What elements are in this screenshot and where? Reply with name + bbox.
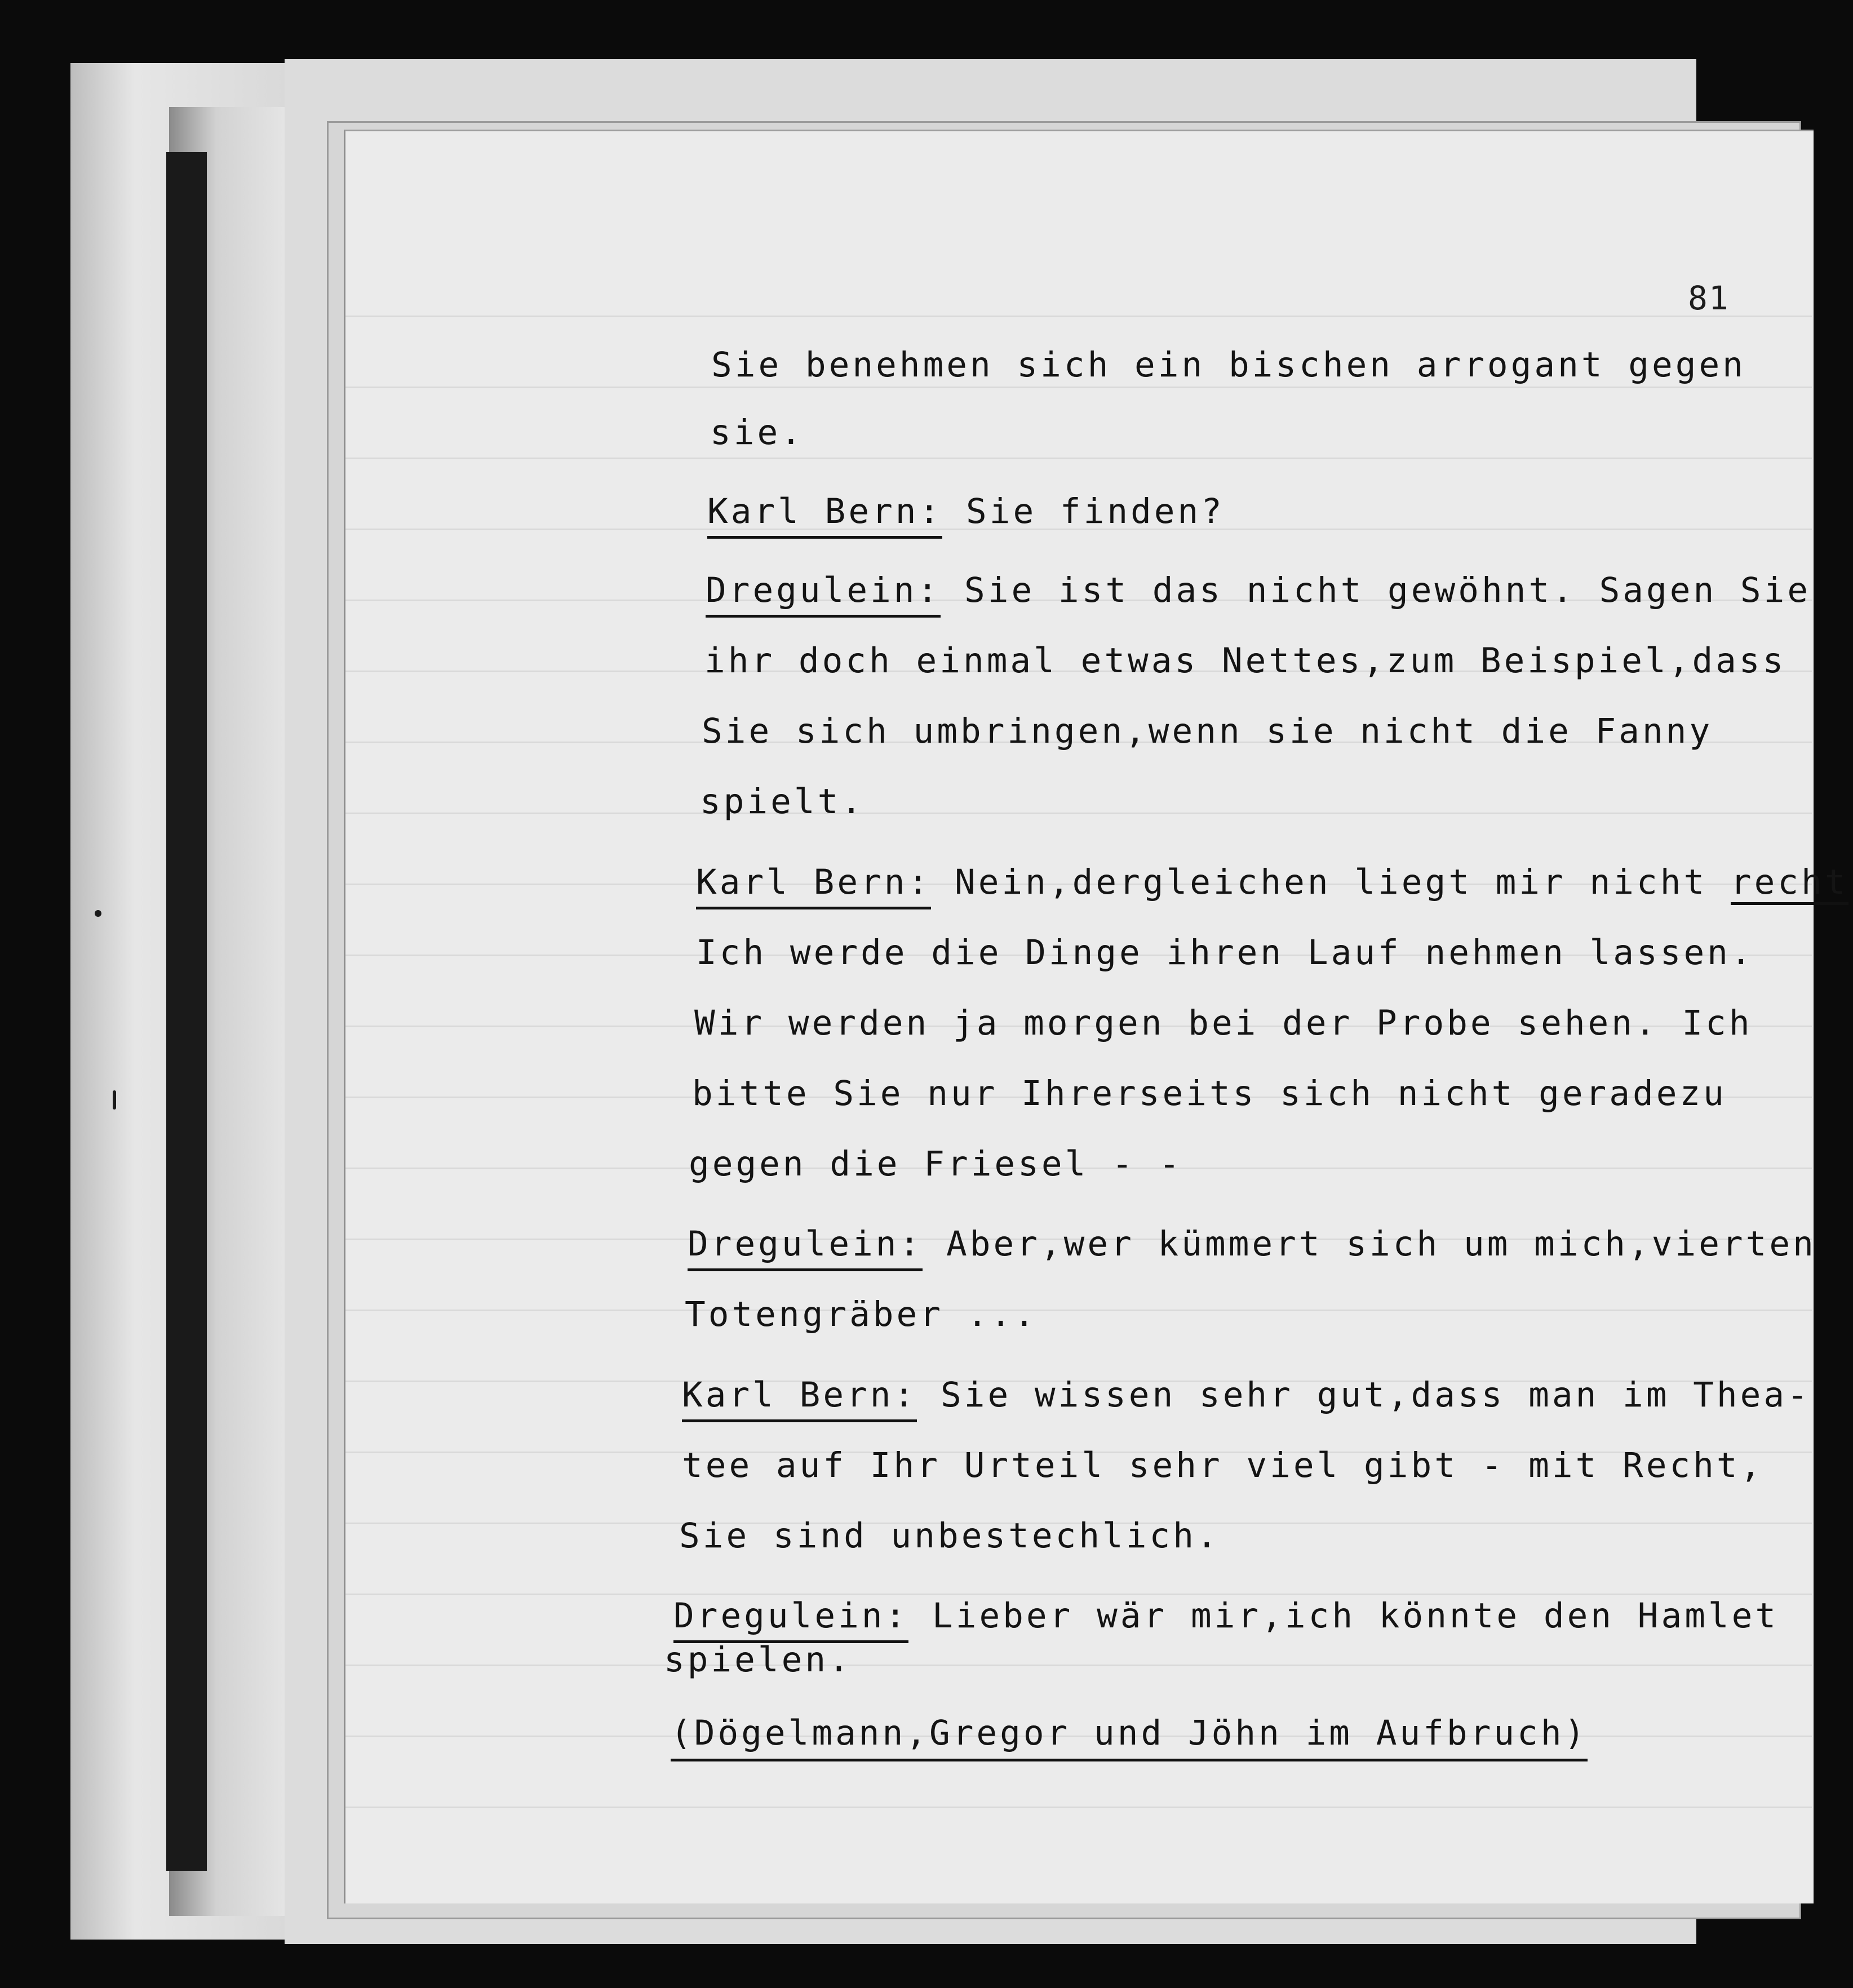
speaker-name: Dregulein: <box>688 1224 923 1271</box>
script-line <box>688 1224 1816 1271</box>
line-text: ihr doch einmal etwas Nettes,zum Beispiel,dass <box>704 641 1786 681</box>
line-text: Sie finden? <box>942 491 1225 531</box>
script-line <box>696 933 1754 973</box>
line-text: Sie wissen sehr gut,dass man im Thea- <box>917 1375 1811 1415</box>
line-text: Aber,wer kümmert sich um mich,vierten <box>923 1224 1816 1264</box>
line-text: Totengräber ... <box>685 1294 1038 1334</box>
speaker-name: Dregulein: <box>706 570 941 618</box>
script-line <box>694 1003 1753 1043</box>
script-line <box>700 782 865 822</box>
underlined-word: recht <box>1731 862 1848 905</box>
line-text: Sie sind unbestechlich. <box>679 1516 1220 1556</box>
script-line <box>664 1640 852 1680</box>
line-text: Lieber wär mir,ich könnte den Hamlet <box>908 1596 1779 1636</box>
script-line <box>689 1144 1182 1184</box>
script-line <box>682 1375 1811 1422</box>
script-line <box>679 1516 1220 1556</box>
line-text: Wir werden ja morgen bei der Probe sehen. Ich <box>694 1003 1753 1043</box>
script-line <box>710 412 804 452</box>
script-line <box>682 1445 1763 1485</box>
line-text: Sie ist das nicht gewöhnt. Sagen Sie <box>941 570 1811 610</box>
speaker-name: Karl Bern: <box>696 862 931 909</box>
line-text: bitte Sie nur Ihrerseits sich nicht geradezu <box>692 1073 1727 1113</box>
script-line <box>706 570 1811 618</box>
script-line <box>685 1294 1038 1334</box>
bleed-through-line <box>344 1807 1812 1808</box>
line-text: Nein,dergleichen liegt mir nicht <box>931 862 1731 902</box>
line-text: Ich werde die Dinge ihren Lauf nehmen lassen. <box>696 933 1754 973</box>
script-line <box>673 1596 1779 1643</box>
page-number: 81 <box>1688 279 1730 317</box>
stage-direction: (Dögelmann,Gregor und Jöhn im Aufbruch) <box>671 1713 1588 1761</box>
line-text: sie. <box>710 412 804 452</box>
dust-speck <box>95 910 101 917</box>
script-line <box>702 711 1713 751</box>
line-text: spielen. <box>664 1640 852 1680</box>
script-line <box>671 1713 1588 1761</box>
line-text: tee auf Ihr Urteil sehr viel gibt - mit Recht, <box>682 1445 1764 1485</box>
bleed-through-line <box>344 316 1812 317</box>
bleed-through-line <box>344 458 1812 459</box>
script-line <box>704 641 1786 681</box>
script-line <box>707 491 1225 539</box>
bleed-through-line <box>344 387 1812 388</box>
bleed-through-line <box>344 813 1812 814</box>
bleed-through-line <box>344 1665 1812 1666</box>
line-text: spielt. <box>700 782 865 822</box>
script-line <box>696 862 1848 909</box>
speaker-name: Karl Bern: <box>707 491 942 539</box>
bleed-through-line <box>344 1594 1812 1595</box>
sheet-shadow <box>166 152 207 1871</box>
speaker-name: Dregulein: <box>673 1596 908 1643</box>
line-text: gegen die Friesel - - <box>689 1144 1183 1184</box>
line-text: Sie sich umbringen,wenn sie nicht die Fanny <box>702 711 1713 751</box>
speaker-name: Karl Bern: <box>682 1375 917 1422</box>
line-text: Sie benehmen sich ein bischen arrogant gegen <box>711 345 1746 385</box>
script-line <box>711 345 1746 385</box>
dust-speck <box>113 1090 116 1110</box>
bleed-through-line <box>344 1310 1812 1311</box>
script-line <box>692 1073 1727 1113</box>
